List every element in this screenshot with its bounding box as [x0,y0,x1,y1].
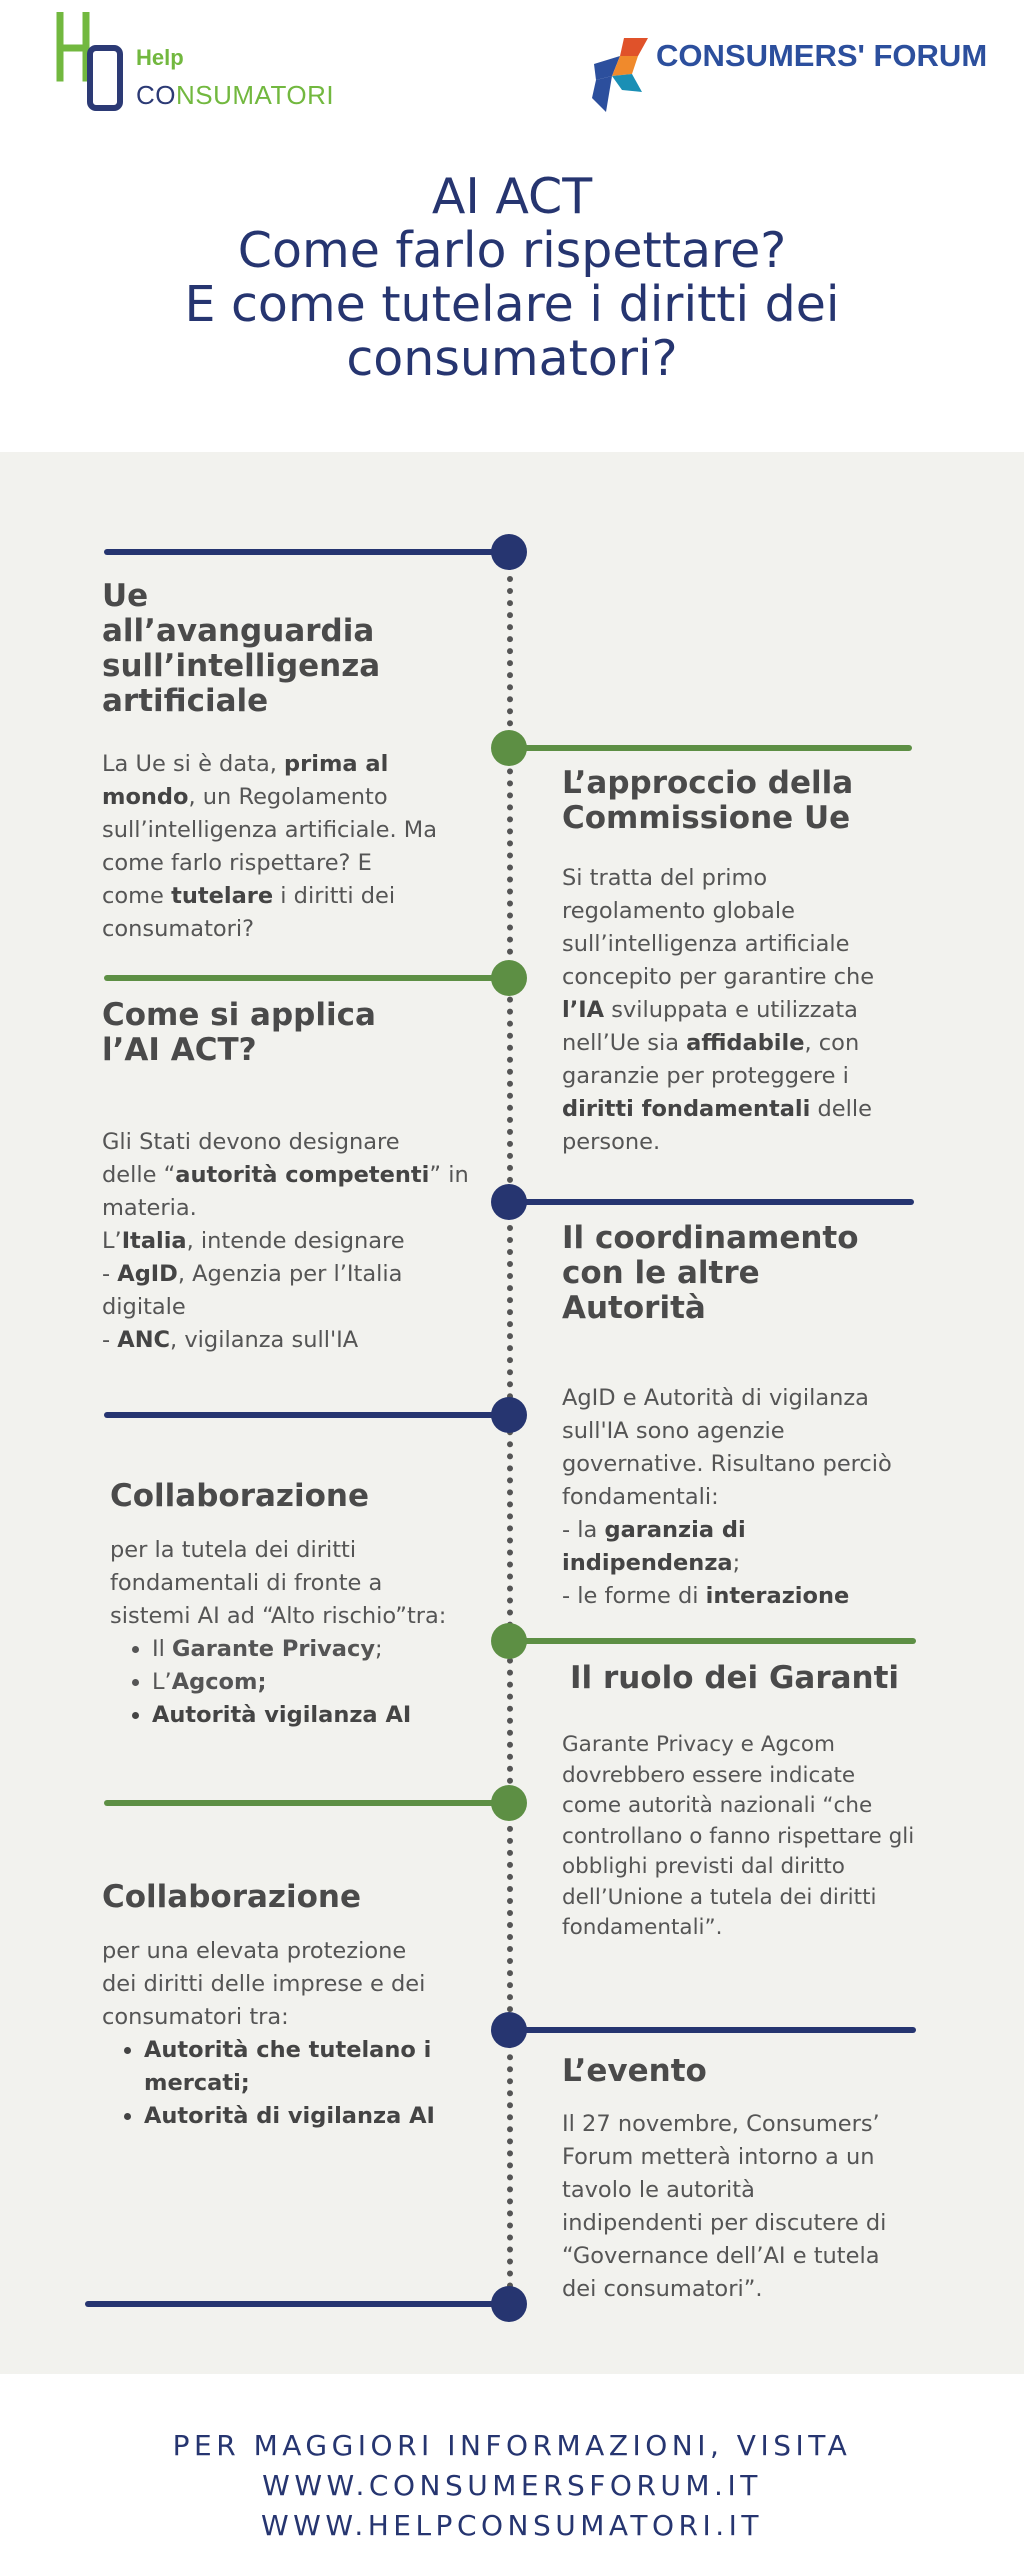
timeline-dot [491,730,527,766]
consumers-forum-mark-icon [586,34,652,116]
logo-consumers-forum-text: CONSUMERS' FORUM [656,38,988,73]
section-ue [102,579,482,946]
footer-link-consumersforum[interactable]: WWW.CONSUMERSFORUM.IT [262,2469,762,2502]
section-garanti [570,1661,970,1696]
connector-line [85,2301,509,2307]
section-heading: Collaborazione [110,1478,369,1514]
connector-line [104,975,509,981]
list-item: • L’Agcom; [152,1666,500,1699]
section-heading: Ue all’avanguardia sull’intelligenza artificiale [102,578,381,719]
section-heading: Il ruolo dei Garanti [570,1660,900,1696]
list-item: • Il Garante Privacy; [152,1633,500,1666]
connector-line [104,1412,509,1418]
section-text: per la tutela dei diritti fondamentali di fronte a sistemi AI ad “Alto rischio”tra: [110,1537,447,1629]
section-collaborazione-1 [110,1479,500,1732]
section-coordinamento [562,1221,962,1613]
section-text: AgID e Autorità di vigilanza sull'IA sono agenzie governative. Risultano perciò fondamentali: - la garanzia di indipendenza; - le forme di interazione [562,1385,892,1609]
connector-line [510,1199,914,1205]
timeline-section [0,452,1024,2374]
section-applica [102,998,492,1357]
timeline-dot [491,960,527,996]
section-heading: Come si applica l’AI ACT? [102,997,376,1068]
logo-help-word: Help [136,45,184,70]
section-garanti-text [562,1730,982,1944]
section-heading: Collaborazione [102,1879,361,1915]
title-line: E come tutelare i diritti dei [184,276,840,333]
header [0,0,1024,452]
timeline-dot [491,2286,527,2322]
section-heading: L’approccio della Commissione Ue [562,765,854,836]
page-title [0,170,1024,386]
connector-line [104,1800,509,1806]
connector-line [510,2027,916,2033]
footer-link-helpconsumatori[interactable]: WWW.HELPCONSUMATORI.IT [260,2509,764,2542]
section-evento [562,2054,962,2306]
footer [0,2374,1024,2560]
section-approccio [562,766,962,1159]
logo-consumatori-word: CONSUMATORI [136,80,335,110]
connector-line [510,1638,916,1644]
section-text: Si tratta del primo regolamento globale sull’intelligenza artificiale concepito per garantire che l’IA sviluppata e utilizzata nell’Ue sia affidabile, con garanzie per proteggere i diritti fondamentali delle persone. [562,865,875,1155]
connector-line [510,745,912,751]
timeline-dot [491,1785,527,1821]
section-text: Garante Privacy e Agcom dovrebbero essere indicate come autorità nazionali “che controllano o fanno rispettare gli obblighi previsti dal diritto dell’Unione a tutela dei diritti fondamentali”. [562,1732,915,1940]
list-item: • Autorità che tutelano i mercati; [144,2034,444,2100]
section-text: La Ue si è data, prima al mondo, un Regolamento sull’intelligenza artificiale. Ma come farlo rispettare? E come tutelare i diritti dei consumatori? [102,751,437,942]
connector-line [104,549,509,555]
list-item: • Autorità di vigilanza AI [144,2100,444,2133]
timeline-dot [491,534,527,570]
title-line: AI ACT [431,168,593,225]
list-item: • Autorità vigilanza AI [152,1699,500,1732]
title-line: consumatori? [346,330,678,387]
footer-cta: PER MAGGIORI INFORMAZIONI, VISITA [172,2429,852,2462]
timeline-dot [491,1184,527,1220]
section-text: Gli Stati devono designare delle “autorità competenti” in materia. L’Italia, intende designare - AgID, Agenzia per l’Italia digitale - ANC, vigilanza sull'IA [102,1129,469,1353]
section-heading: Il coordinamento con le altre Autorità [562,1220,859,1326]
section-text: Il 27 novembre, Consumers’ Forum metterà intorno a un tavolo le autorità indipendenti per discutere di “Governance dell’AI e tutela dei consumatori”. [562,2111,887,2302]
title-line: Come farlo rispettare? [237,222,787,279]
section-text: per una elevata protezione dei diritti delle imprese e dei consumatori tra: [102,1938,426,2030]
section-heading: L’evento [562,2053,707,2089]
timeline-dot [491,1397,527,1433]
bullet-list [110,1633,500,1732]
bullet-list [102,2034,444,2133]
section-collaborazione-2 [102,1880,502,2133]
